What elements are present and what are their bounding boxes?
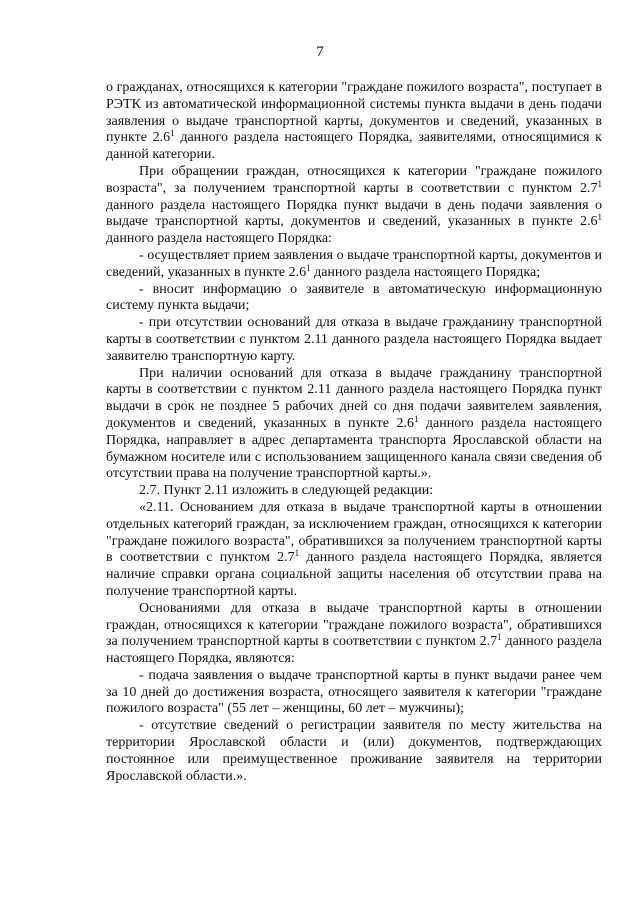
paragraph	[106, 282, 602, 316]
superscript: 1	[413, 413, 419, 424]
paragraph-text: - при отсутствии оснований для отказа в выдаче гражданину транспортной карты в соответствии с пунктом 2.11 данного раздела настоящего Порядка выдает заявителю транспортную карту.	[106, 315, 602, 364]
paragraph	[106, 80, 602, 164]
paragraph-text: данного раздела настоящего Порядка, является наличие справки органа социальной защиты населения об отсутствии права на получение транспортной карты.	[106, 550, 602, 599]
superscript: 1	[170, 128, 175, 139]
paragraph-text: данного раздела настоящего Порядка;	[310, 264, 541, 280]
paragraph	[106, 164, 602, 248]
paragraph-text: данного раздела настоящего Порядка:	[106, 231, 333, 247]
superscript: 1	[597, 178, 602, 189]
paragraph-text: данного раздела настоящего Порядка, являются:	[106, 634, 602, 667]
document-body	[106, 80, 602, 785]
paragraph-text: При обращении граждан, относящихся к категории "граждане пожилого возраста", за получением транспортной карты в соответствии с пунктом 2.7	[106, 163, 602, 196]
paragraph-text: Основаниями для отказа в выдаче транспортной карты в отношении граждан, относящихся к категории "граждане пожилого возраста", обратившихся за получением транспортной карты в соответствии с пунктом 2.7	[106, 600, 602, 650]
paragraph-text: «2.11. Основанием для отказа в выдаче транспортной карты в отношении отдельных категорий граждан, за исключением граждан, относящихся к категории "граждане пожилого возраста", обратившихся за получением транспортной карты в соответствии с пунктом 2.7	[106, 499, 602, 566]
superscript: 1	[306, 262, 311, 273]
paragraph	[106, 601, 602, 668]
superscript: 1	[497, 632, 502, 643]
paragraph-text: о гражданах, относящихся к категории "граждане пожилого возраста", поступает в РЭТК из автоматической информационной системы пункта выдачи в день подачи заявления о выдаче транспортной карты, документов и сведений, указанных в пункте 2.6	[106, 80, 602, 146]
paragraph	[106, 248, 602, 282]
paragraph	[106, 366, 602, 484]
paragraph-text: - отсутствие сведений о регистрации заявителя по месту жительства на территории Ярославской области и (или) документов, подтверждающих постоянное или преимущественное проживание заявителя на территории Ярославской области.».	[106, 718, 602, 784]
paragraph	[106, 718, 602, 785]
paragraph	[106, 500, 602, 601]
paragraph	[106, 668, 602, 718]
paragraph-text: данного раздела настоящего Порядка, заявителями, относящимися к данной категории.	[106, 130, 602, 163]
paragraph-text: - осуществляет прием заявления о выдаче транспортной карты, документов и сведений, указанных в пункте 2.6	[106, 247, 602, 280]
superscript: 1	[294, 548, 300, 559]
paragraph-text: - подача заявления о выдаче транспортной карты в пункт выдачи ранее чем за 10 дней до достижения возраста, относящего заявителя к категории "граждане пожилого возраста" (55 лет – женщины, 60 лет – мужчины);	[106, 667, 602, 717]
paragraph-text: данного раздела настоящего Порядка, направляет в адрес департамента транспорта Ярославской области на бумажном носителе или с использованием защищенного канала связи сведения об отсутствии права на получение транспортной карты.».	[106, 415, 602, 482]
paragraph	[106, 315, 602, 365]
paragraph-text: 2.7. Пункт 2.11 изложить в следующей редакции:	[139, 483, 434, 499]
paragraph	[106, 483, 602, 500]
paragraph-text: При наличии оснований для отказа в выдаче гражданину транспортной карты в соответствии с пунктом 2.11 данного раздела настоящего Порядка пункт выдачи в срок не позднее 5 рабочих дней со дня подачи заявителем заявления, документов и сведений, указанных в пункте 2.6	[106, 365, 602, 431]
paragraph-text: - вносит информацию о заявителе в автоматическую информационную систему пункта выдачи;	[106, 281, 602, 314]
page-number: 7	[316, 44, 324, 60]
paragraph-text: данного раздела настоящего Порядка пункт выдачи в день подачи заявления о выдаче транспортной карты, документов и сведений, указанных в пункте 2.6	[106, 197, 602, 230]
superscript: 1	[597, 212, 602, 223]
